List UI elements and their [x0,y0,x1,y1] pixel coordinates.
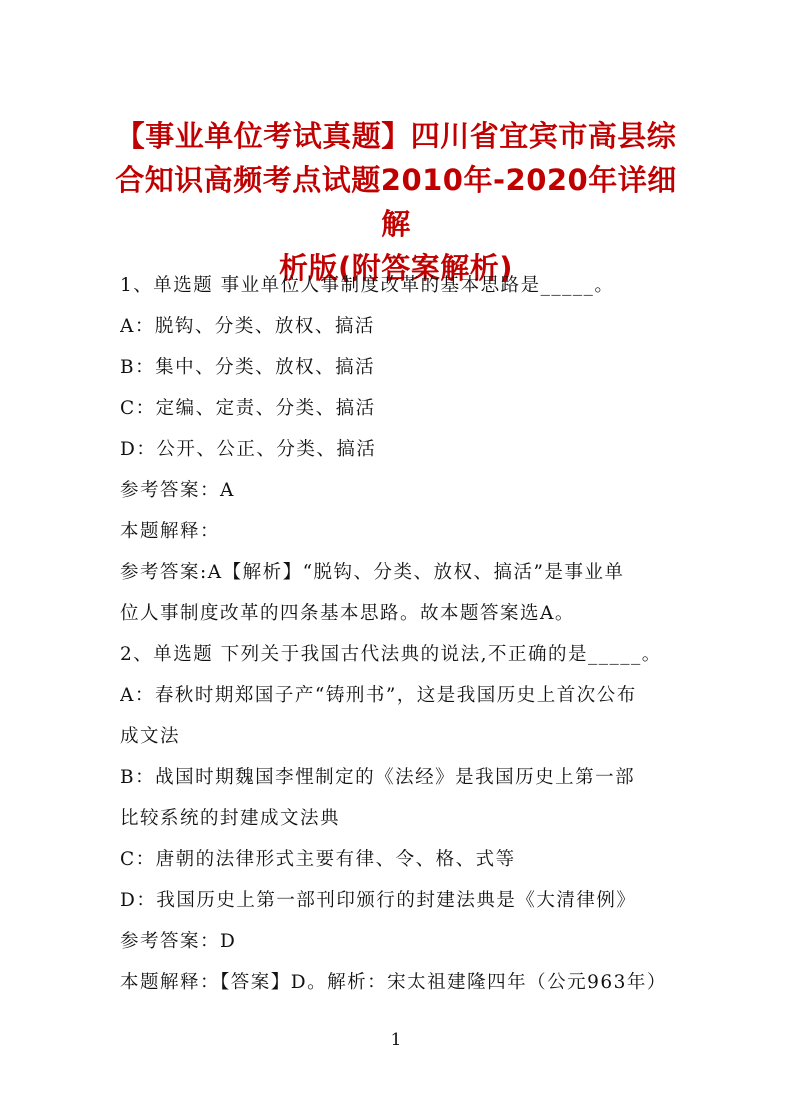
question-1-option-d: D：公开、公正、分类、搞活 [120,439,377,460]
question-1-explanation-line-2: 位人事制度改革的四条基本思路。故本题答案选A。 [120,603,575,624]
question-2-option-c: C：唐朝的法律形式主要有律、令、格、式等 [120,849,516,870]
document-title [110,114,682,290]
title-line-1: 【事业单位考试真题】四川省宜宾市高县综 [115,119,677,153]
question-2-option-a-line-2: 成文法 [120,726,181,747]
question-1-answer: 参考答案：A [120,480,235,501]
question-2-stem: 2、单选题 下列关于我国古代法典的说法,不正确的是_____。 [120,644,662,665]
question-1-option-a: A：脱钩、分类、放权、搞活 [120,316,375,337]
question-1-option-b: B：集中、分类、放权、搞活 [120,357,376,378]
question-2-option-d: D：我国历史上第一部刊印颁行的封建法典是《大清律例》 [120,890,637,911]
question-2-option-b-line-1: B：战国时期魏国李悝制定的《法经》是我国历史上第一部 [120,767,636,788]
document-body [120,265,680,1003]
page-number: 1 [390,1030,402,1050]
question-2-answer: 参考答案：D [120,931,237,952]
question-2-explanation: 本题解释：【答案】D。解析：宋太祖建隆四年（公元963年） [120,972,667,993]
question-1-explanation-label: 本题解释： [120,521,221,542]
question-1-stem: 1、单选题 事业单位人事制度改革的基本思路是_____。 [120,275,615,296]
question-2-option-a-line-1: A：春秋时期郑国子产“铸刑书”，这是我国历史上首次公布 [120,685,637,706]
title-line-2: 合知识高频考点试题2010年-2020年详细解 [115,163,677,241]
title-line-3: 析版(附答案解析) [278,251,513,285]
question-1-option-c: C：定编、定责、分类、搞活 [120,398,376,419]
question-2-option-b-line-2: 比较系统的封建成文法典 [120,808,341,829]
question-1-explanation-line-1: 参考答案:A【解析】“脱钩、分类、放权、搞活”是事业单 [120,562,625,583]
